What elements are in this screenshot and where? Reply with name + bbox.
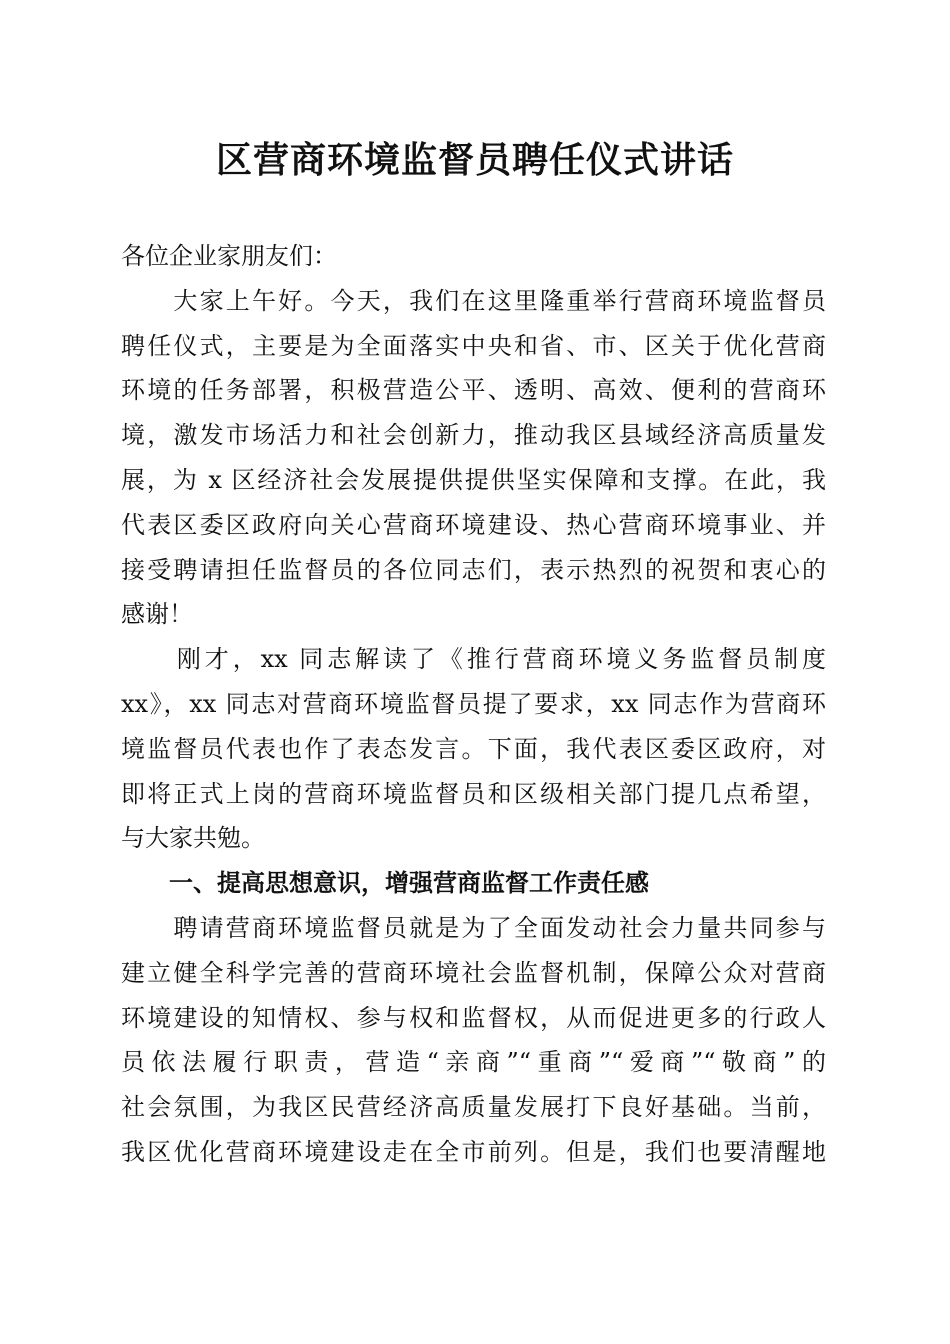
salutation: 各位企业家朋友们： — [121, 242, 337, 270]
section-heading-1: 一、提高思想意识，增强营商监督工作责任感 — [169, 869, 649, 898]
paragraph-3-line: 环境建设的知情权、参与权和监督权，从而促进更多的行政人 — [121, 1003, 826, 1032]
paragraph-3-line: 我区优化营商环境建设走在全市前列。但是，我们也要清醒地 — [121, 1137, 826, 1166]
paragraph-1-line: 境，激发市场活力和社会创新力，推动我区县域经济高质量发 — [121, 421, 826, 450]
paragraph-3-line: 聘请营商环境监督员就是为了全面发动社会力量共同参与 — [121, 913, 826, 942]
paragraph-2-line: 与大家共勉。 — [121, 824, 265, 853]
paragraph-2-line: 刚才，xx 同志解读了《推行营商环境义务监督员制度 — [121, 645, 826, 674]
paragraph-2-line: 境监督员代表也作了表态发言。下面，我代表区委区政府，对 — [121, 734, 826, 763]
paragraph-1-line: 展，为 x 区经济社会发展提供提供坚实保障和支撑。在此，我 — [121, 465, 826, 494]
document-title: 区营商环境监督员聘任仪式讲话 — [215, 139, 734, 181]
paragraph-3-line: 建立健全科学完善的营商环境社会监督机制，保障公众对营商 — [121, 958, 826, 987]
paragraph-1-line: 接受聘请担任监督员的各位同志们，表示热烈的祝贺和衷心的 — [121, 555, 826, 584]
paragraph-1-line: 代表区委区政府向关心营商环境建设、热心营商环境事业、并 — [121, 510, 826, 539]
paragraph-1-line: 感谢！ — [121, 600, 193, 629]
paragraph-1-line: 环境的任务部署，积极营造公平、透明、高效、便利的营商环 — [121, 376, 826, 405]
document-body — [121, 234, 826, 1175]
paragraph-1-line: 聘任仪式，主要是为全面落实中央和省、市、区关于优化营商 — [121, 331, 826, 360]
paragraph-2-line: xx》，xx 同志对营商环境监督员提了要求，xx 同志作为营商环 — [121, 689, 826, 718]
paragraph-3-line: 员依法履行职责，营造“亲商”“重商”“爱商”“敬商”的 — [121, 1048, 826, 1077]
paragraph-3-line: 社会氛围，为我区民营经济高质量发展打下良好基础。当前， — [121, 1093, 826, 1122]
paragraph-1-line: 大家上午好。今天，我们在这里隆重举行营商环境监督员 — [121, 286, 826, 315]
paragraph-2-line: 即将正式上岗的营商环境监督员和区级相关部门提几点希望， — [121, 779, 826, 808]
